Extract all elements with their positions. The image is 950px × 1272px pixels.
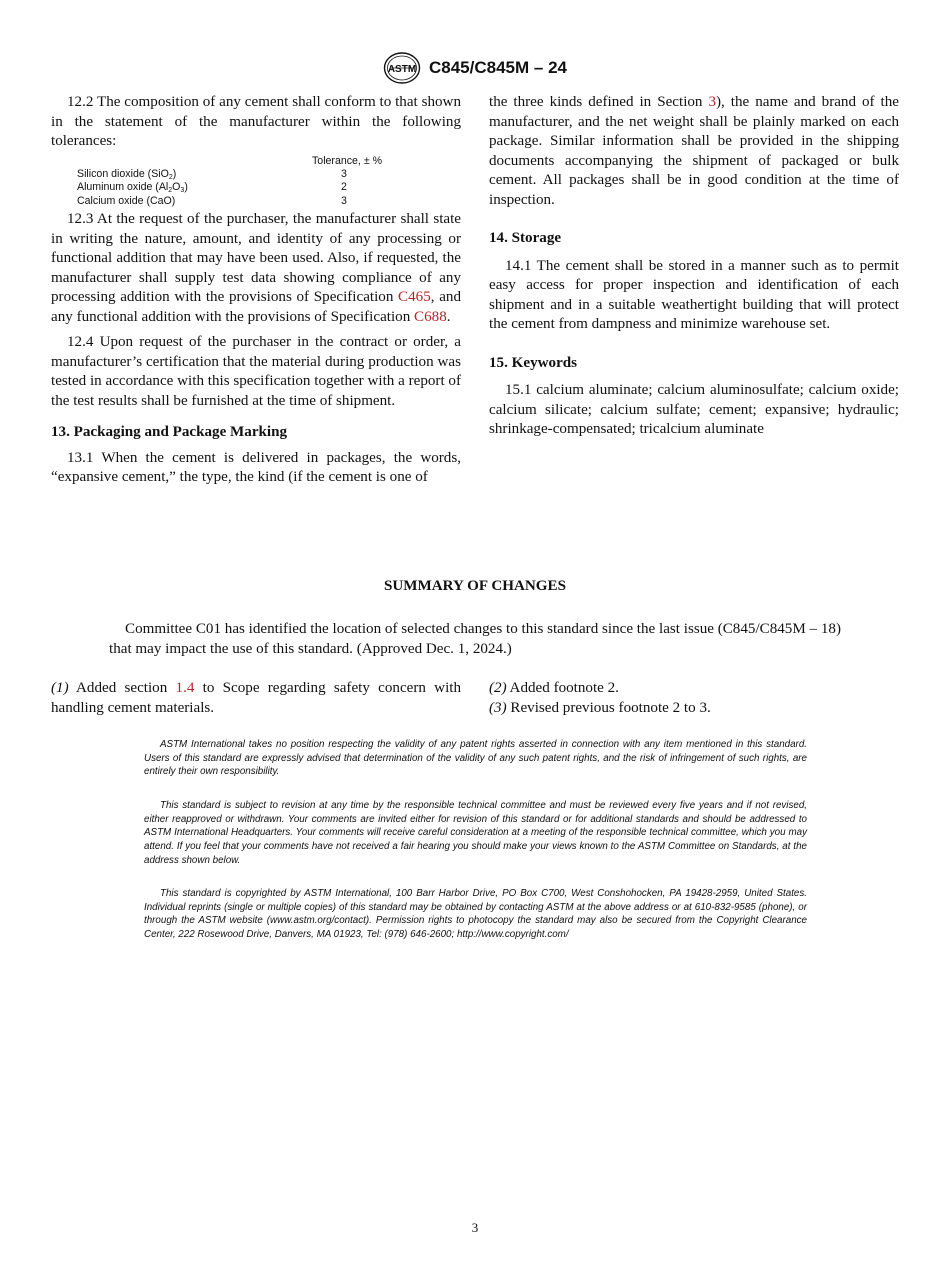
paragraph-12-3: 12.3 At the request of the purchaser, the manufacturer shall state in writing the nature, amount, and identity of any processing or functional addition that may have been used. Also, if requested, the manufacturer shall supply test data showing compliance of any processing addition with the provisions of Specification C465, and any functional addition with the provisions of Specification C688.: [51, 211, 461, 325]
tolerance-table: [77, 155, 461, 209]
heading-section-13: 13. Packaging and Package Marking: [51, 424, 288, 441]
list-item: (3) Revised previous footnote 2 to 3.: [489, 699, 711, 716]
right-column: [489, 93, 899, 440]
heading-section-15: 15. Keywords: [489, 354, 578, 371]
table-cell-value: 3: [341, 167, 347, 180]
link-section-1-4[interactable]: 1.4: [175, 680, 195, 696]
document-designation: C845/C845M – 24: [429, 58, 567, 77]
summary-intro: Committee C01 has identified the location of selected changes to this standard since the last issue (C845/C845M – 18) that may impact the use of this standard. (Approved Dec. 1, 2024.): [109, 621, 841, 657]
revision-notice: This standard is subject to revision at any time by the responsible technical committee and must be reviewed every five years and if not revised, either reapproved or withdrawn. Your comments are invited either for revision of this standard or for additional standards and should be addressed to ASTM International Headquarters. Your comments will receive careful consideration at a meeting of the responsible technical committee, which you may attend. If you feel that your comments have not received a fair hearing you should make your views known to the ASTM Committee on Standards, at the address shown below.: [144, 800, 807, 866]
paragraph-13-1-continued: the three kinds defined in Section 3), the name and brand of the manufacturer, and the net weight shall be plainly marked on each package. Similar information shall be provided in the shipping documents accompanying the shipment of packaged or bulk cement. All packages shall be in good condition at the time of inspection.: [489, 94, 899, 208]
paragraph-12-2: 12.2 The composition of any cement shall conform to that shown in the statement of the manufacturer within the following tolerances:: [51, 94, 461, 149]
patent-notice: ASTM International takes no position respecting the validity of any patent rights asserted in connection with any item mentioned in this standard. Users of this standard are expressly advised that determination of the validity of any such patent rights, and the risk of infringement of such rights, are entirely their own responsibility.: [144, 739, 807, 778]
table-cell-name: Aluminum oxide $(Al_2O_3)$: [77, 181, 188, 195]
paragraph-12-4: 12.4 Upon request of the purchaser in the contract or order, a manufacturer’s certification that the material during production was tested in accordance with this specification together with a report of the test results shall be furnished at the time of shipment.: [51, 334, 461, 409]
page-number: 3: [471, 1220, 479, 1235]
list-item: (2) Added footnote 2.: [489, 680, 619, 696]
heading-section-14: 14. Storage: [489, 230, 562, 246]
page-header: [0, 52, 950, 84]
copyright-notice: This standard is copyrighted by ASTM International, 100 Barr Harbor Drive, PO Box C700, West Conshohocken, PA 19428-2959, United States. Individual reprints (single or multiple copies) of this standard may be obtained by contacting ASTM at the above address or at 610-832-9585 (phone), or through the ASTM website (www.astm.org/contact). Permission rights to photocopy the standard may also be secured from the Copyright Clearance Center, 222 Rosewood Drive, Danvers, MA 01923, Tel: (978) 646-2600; http://www.copyright.com/: [144, 888, 807, 941]
left-column: [51, 93, 461, 488]
change-list-right: [489, 679, 899, 718]
change-list-left: [51, 679, 461, 718]
table-cell-name: Calcium oxide (CaO): [77, 194, 176, 207]
table-row: [77, 181, 461, 194]
summary-of-changes-title: SUMMARY OF CHANGES: [384, 578, 566, 594]
link-section-3[interactable]: 3: [708, 94, 717, 110]
link-c465[interactable]: C465: [398, 289, 431, 306]
table-row: [77, 168, 461, 181]
link-c688[interactable]: C688: [414, 308, 447, 325]
paragraph-15-1: 15.1 calcium aluminate; calcium aluminosulfate; calcium oxide; calcium silicate; calcium sulfate; cement; expansive; hydraulic; shrinkage-compensated; tricalcium aluminate: [489, 382, 899, 437]
tolerance-table-header: Tolerance, ± %: [312, 154, 382, 167]
paragraph-14-1: 14.1 The cement shall be stored in a manner such as to permit easy access for proper inspection and identification of each shipment and in a suitable weathertight building that will protect the cement from dampness and minimize warehouse set.: [489, 257, 899, 332]
table-cell-value: 3: [341, 194, 347, 207]
table-row: [77, 195, 461, 208]
paragraph-13-1: 13.1 When the cement is delivered in packages, the words, “expansive cement,” the type, the kind (if the cement is one of: [51, 449, 461, 486]
astm-logo-icon: [383, 52, 421, 84]
logo-text: ASTM: [387, 64, 417, 75]
table-cell-value: 2: [341, 181, 347, 194]
table-cell-name: Silicon dioxide (SiO$_2$): [77, 167, 177, 181]
list-item: (1) Added section 1.4 to Scope regarding safety concern with handling cement materials.: [51, 680, 461, 716]
